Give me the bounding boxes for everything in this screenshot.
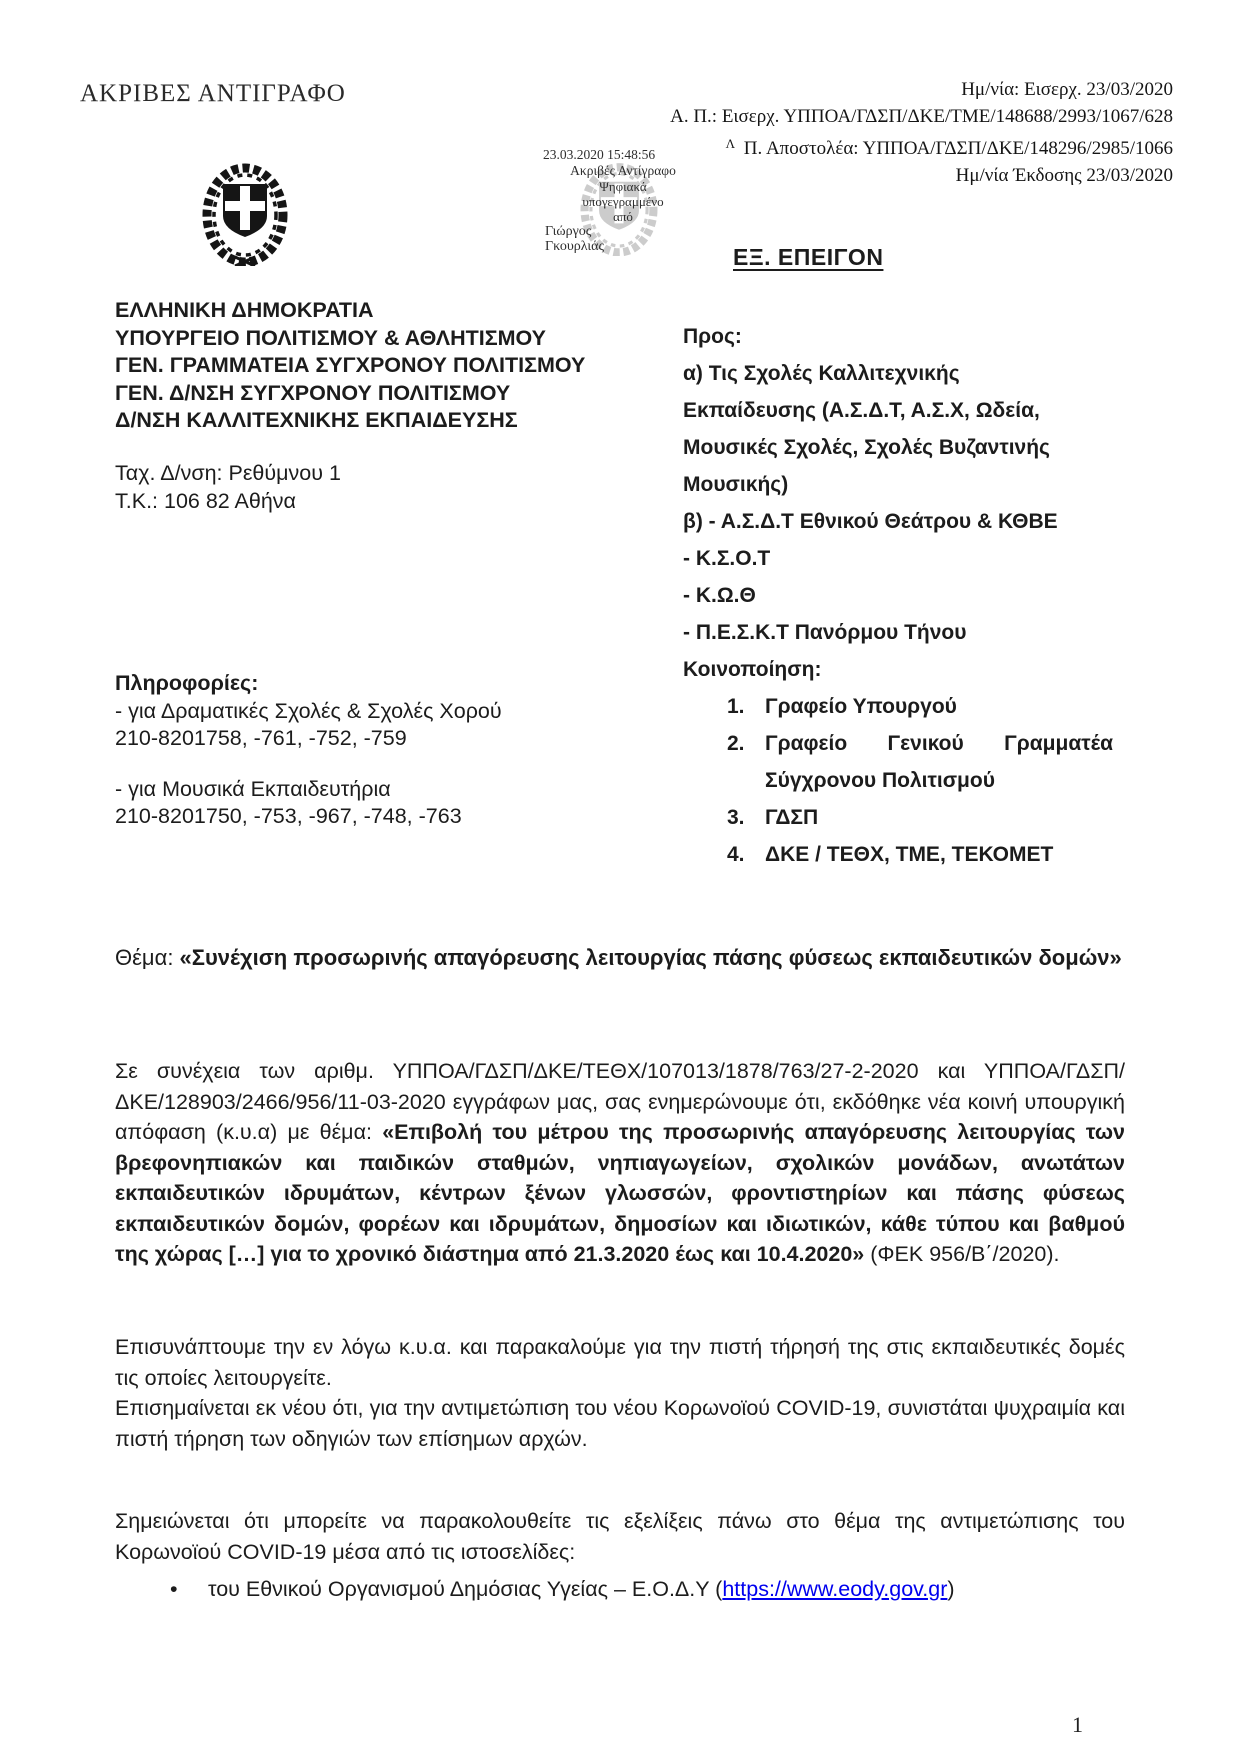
urgency-label: ΕΞ. ΕΠΕΙΓΟΝ — [733, 244, 884, 270]
subject-block — [115, 942, 1125, 973]
sender-line: Δ/ΝΣΗ ΚΑΛΛΙΤΕΧΝΙΚΗΣ ΕΚΠΑΙΔΕΥΣΗΣ — [115, 408, 518, 432]
cc-item — [683, 725, 1113, 799]
contact-info-block — [115, 670, 502, 831]
info-desc: - για Δραματικές Σχολές & Σχολές Χορού — [115, 698, 502, 723]
protocol-sender-number-line — [670, 130, 1173, 162]
cc-item-number: 1. — [727, 695, 745, 718]
info-label: Πληροφορίες: — [115, 671, 259, 695]
recipient-line: - Κ.Σ.Ο.Τ — [683, 547, 771, 570]
bullet-item-eody — [170, 1574, 1130, 1604]
bullet-pre-text: του Εθνικού Οργανισμού Δημόσιας Υγείας – Ε.Ο.Δ.Υ ( — [208, 1577, 723, 1601]
protocol-received-number: Α. Π.: Εισερχ. ΥΠΠΟΑ/ΓΔΣΠ/ΔΚΕ/ΤΜΕ/148688/2993/1067/628 — [670, 106, 1173, 127]
recipient-line: Εκπαίδευσης (Α.Σ.Δ.Τ, Α.Σ.Χ, Ωδεία, — [683, 399, 1040, 422]
cc-label: Κοινοποίηση: — [683, 658, 822, 681]
recipients-block — [683, 318, 1113, 873]
recipient-line: Μουσικής) — [683, 473, 789, 496]
protocol-sender-number: Π. Αποστολέα: ΥΠΠΟΑ/ΓΔΣΠ/ΔΚΕ/148296/2985/1066 — [743, 138, 1173, 159]
p4-text: Σημειώνεται ότι μπορείτε να παρακολουθείτε τις εξελίξεις πάνω στο θέμα της αντιμετώπισης του Κορωνοϊού COVID-19 μέσα από τις ιστοσελίδες: — [115, 1509, 1125, 1564]
certified-copy-label: ΑΚΡΙΒΕΣ ΑΝΤΙΓΡΑΦΟ — [80, 80, 346, 107]
body-paragraph-4 — [115, 1506, 1125, 1567]
sender-protocol-caret: Λ — [725, 136, 740, 151]
stamp-title: Ακριβές Αντίγραφο — [570, 163, 676, 178]
to-label: Προς: — [683, 325, 742, 348]
sender-line: ΥΠΟΥΡΓΕΙΟ ΠΟΛΙΤΙΣΜΟΥ & ΑΘΛΗΤΙΣΜΟΥ — [115, 325, 546, 350]
stamp-signer-last-name: Γκουρλιάς — [545, 239, 605, 254]
p2-text: Επισυνάπτουμε την εν λόγω κ.υ.α. και παρακαλούμε για την πιστή τήρησή της στις εκπαιδευτικές δομές τις οποίες λειτουργείτε. — [115, 1335, 1125, 1390]
recipient-line: Μουσικές Σχολές, Σχολές Βυζαντινής — [683, 436, 1050, 459]
digital-signature-stamp — [543, 146, 703, 254]
body-paragraph-1 — [115, 1056, 1125, 1270]
stamp-signature-line3: από — [613, 209, 633, 224]
cc-item — [683, 688, 1113, 725]
bullet-icon: • — [170, 1577, 178, 1601]
cc-item-number: 3. — [727, 806, 745, 829]
protocol-issue-date: Ημ/νία Έκδοσης 23/03/2020 — [955, 165, 1173, 186]
p3-text: Επισημαίνεται εκ νέου ότι, για την αντιμετώπιση του νέου Κορωνοϊού COVID-19, συνιστάται ψυχραιμία και πιστή τήρηση των οδηγιών των επίσημων αρχών. — [115, 1396, 1125, 1451]
cc-item-text: ΓΔΣΠ — [765, 806, 819, 829]
body-paragraph-2 — [115, 1332, 1125, 1454]
cc-item-text: Γραφείο Υπουργού — [765, 695, 957, 718]
recipient-line: - Π.Ε.Σ.Κ.Τ Πανόρμου Τήνου — [683, 621, 967, 644]
sender-line: ΓΕΝ. ΓΡΑΜΜΑΤΕΙΑ ΣΥΓΧΡΟΝΟΥ ΠΟΛΙΤΙΣΜΟΥ — [115, 353, 586, 377]
recipient-line: α) Τις Σχολές Καλλιτεχνικής — [683, 362, 960, 385]
cc-item — [683, 799, 1113, 836]
stamp-signature-line2: υπογεγραμμένο — [582, 194, 664, 209]
subject-label: Θέμα: — [115, 945, 180, 970]
spacer — [115, 753, 502, 776]
protocol-block — [670, 76, 1173, 189]
sender-address — [115, 459, 341, 515]
cc-item-number: 4. — [727, 843, 745, 866]
subject-text: «Συνέχιση προσωρινής απαγόρευσης λειτουργίας πάσης φύσεως εκπαιδευτικών δομών» — [179, 945, 1122, 970]
cc-item-number: 2. — [727, 732, 745, 755]
sender-line: ΕΛΛΗΝΙΚΗ ΔΗΜΟΚΡΑΤΙΑ — [115, 298, 374, 322]
p1-tail: (ΦΕΚ 956/Β΄/2020). — [864, 1242, 1060, 1266]
info-phones: 210-8201750, -753, -967, -748, -763 — [115, 804, 462, 828]
recipient-line: - Κ.Ω.Θ — [683, 584, 756, 607]
recipient-line: β) - Α.Σ.Δ.Τ Εθνικού Θεάτρου & ΚΘΒΕ — [683, 510, 1058, 533]
eody-link[interactable]: https://www.eody.gov.gr — [722, 1577, 948, 1601]
info-phones: 210-8201758, -761, -752, -759 — [115, 726, 407, 750]
page-number: 1 — [1072, 1712, 1083, 1737]
stamp-datetime: 23.03.2020 15:48:56 — [543, 147, 656, 162]
cc-item-text: Γραφείο Γενικού Γραμματέα Σύγχρονου Πολιτισμού — [765, 732, 1113, 792]
info-desc: - για Μουσικά Εκπαιδευτήρια — [115, 776, 391, 801]
stamp-signature-line1: Ψηφιακά — [599, 179, 647, 194]
postal-address-line: Ταχ. Δ/νση: Ρεθύμνου 1 — [115, 461, 341, 485]
sender-block — [115, 297, 585, 435]
cc-item-text: ΔΚΕ / ΤΕΘΧ, ΤΜΕ, ΤΕΚΟΜΕΤ — [765, 843, 1054, 866]
postal-code-line: Τ.Κ.: 106 82 Αθήνα — [115, 489, 296, 513]
greek-coat-of-arms — [197, 160, 293, 266]
p1-intro: Σε συνέχεια των αριθμ. ΥΠΠΟΑ/ΓΔΣΠ/ΔΚΕ/ΤΕΘΧ/107013/1878/763/27-2-2020 και ΥΠΠΟΑ/ΓΔΣΠ/ΔΚΕ/128903/2466/956/11-03-2020 εγγράφων μας, σας ενημερώνουμε ότι, εκδόθηκε νέα κοινή υπουργική απόφαση (κ.υ.α) με θέμα: — [115, 1059, 1125, 1144]
stamp-signer-first-name: Γιώργος — [545, 224, 592, 239]
p1-quote: «Επιβολή του μέτρου της προσωρινής απαγόρευσης λειτουργίας των βρεφονηπιακών και παιδικών σταθμών, νηπιαγωγείων, σχολικών μονάδων, ανωτάτων εκπαιδευτικών ιδρυμάτων, κέντρων ξένων γλωσσών, φροντιστηρίων και πάσης φύσεως εκπαιδευτικών δομών, φορέων και ιδρυμάτων, δημοσίων και ιδιωτικών, κάθε τύπου και βαθμού της χώρας […] για το χρονικό διάστημα από 21.3.2020 έως και 10.4.2020» — [115, 1120, 1125, 1266]
protocol-received-date: Ημ/νία: Εισερχ. 23/03/2020 — [961, 79, 1173, 100]
bullet-text — [208, 1574, 955, 1604]
cc-item — [683, 836, 1113, 873]
sender-line: ΓΕΝ. Δ/ΝΣΗ ΣΥΓΧΡΟΝΟΥ ΠΟΛΙΤΙΣΜΟΥ — [115, 380, 511, 405]
bullet-post-text: ) — [947, 1577, 955, 1601]
